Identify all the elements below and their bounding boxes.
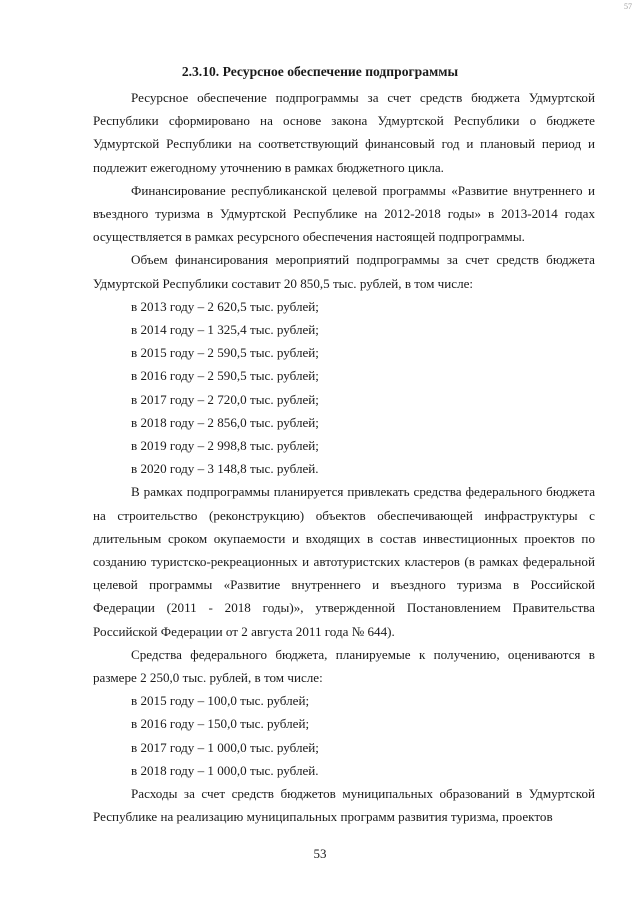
list-item: в 2016 году – 150,0 тыс. рублей; (131, 716, 310, 732)
federal-budget-list (93, 689, 595, 782)
list-item: в 2020 году – 3 148,8 тыс. рублей. (131, 461, 319, 477)
section-heading: 2.3.10. Ресурсное обеспечение подпрограммы (181, 64, 459, 79)
list-item: в 2016 году – 2 590,5 тыс. рублей; (131, 368, 319, 384)
regional-budget-list (93, 295, 595, 481)
paragraph-federal-funds: В рамках подпрограммы планируется привлекать средства федерального бюджета на строительство (реконструкцию) объектов обеспечивающей инфраструктуры с длительным сроком окупаемости и входящих в состав инвестиционных проектов по созданию туристско-рекреационных и автотуристских кластеров (в рамках федеральной целевой программы «Развитие внутреннего и въездного туризма в Российской Федерации (2011 - 2018 годы)», утвержденной Постановлением Правительства Российской Федерации от 2 августа 2011 года № 644). (93, 484, 595, 639)
document-body (93, 86, 595, 829)
list-item: в 2018 году – 1 000,0 тыс. рублей. (131, 762, 319, 778)
paragraph-target-program-financing: Финансирование республиканской целевой программы «Развитие внутреннего и въездного туризма в Удмуртской Республике на 2012-2018 годы» в 2013-2014 годах осуществляется в рамках ресурсного обеспечения настоящей подпрограммы. (93, 182, 595, 245)
page-number: 53 (313, 846, 327, 861)
list-item: в 2015 году – 2 590,5 тыс. рублей; (131, 345, 319, 361)
list-item: в 2015 году – 100,0 тыс. рублей; (131, 693, 310, 709)
paragraph-regional-volume: Объем финансирования мероприятий подпрограммы за счет средств бюджета Удмуртской Республики составит 20 850,5 тыс. рублей, в том числе: (93, 252, 595, 291)
paragraph-federal-estimate: Средства федерального бюджета, планируемые к получению, оцениваются в размере 2 250,0 тыс. рублей, в том числе: (93, 646, 595, 686)
paragraph-municipal-expenses: Расходы за счет средств бюджетов муниципальных образований в Удмуртской Республике на реализацию муниципальных программ развития туризма, проектов (93, 786, 595, 825)
paragraph-resource-basis: Ресурсное обеспечение подпрограммы за счет средств бюджета Удмуртской Республики сформировано на основе закона Удмуртской Республики о бюджете Удмуртской Республики на соответствующий финансовый год и плановый период и подлежит ежегодному уточнению в рамках бюджетного цикла. (93, 90, 595, 175)
list-item: в 2017 году – 2 720,0 тыс. рублей; (131, 391, 319, 407)
corner-mark: 57 (624, 2, 632, 11)
list-item: в 2018 году – 2 856,0 тыс. рублей; (131, 414, 319, 430)
list-item: в 2017 году – 1 000,0 тыс. рублей; (131, 739, 319, 755)
list-item: в 2019 году – 2 998,8 тыс. рублей; (131, 438, 319, 454)
list-item: в 2014 году – 1 325,4 тыс. рублей; (131, 322, 319, 338)
list-item: в 2013 году – 2 620,5 тыс. рублей; (131, 298, 319, 314)
